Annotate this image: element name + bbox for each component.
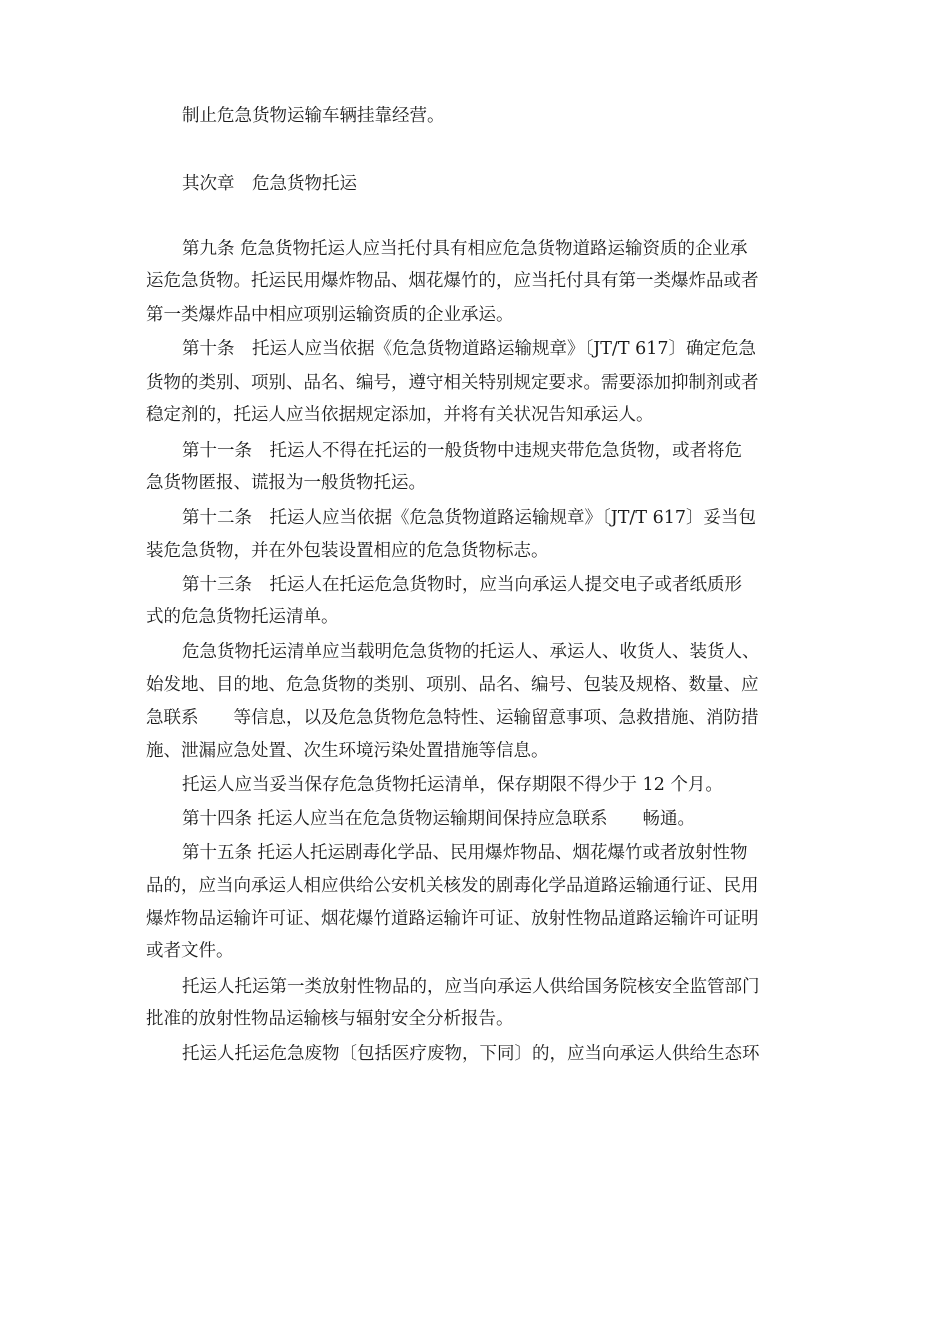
text-line: 货物的类别、项别、品名、编号，遵守相关特别规定要求。需要添加抑制剂或者 xyxy=(146,373,759,393)
text-line: 第十条 托运人应当依据《危急货物道路运输规章》〔JT/T 617〕确定危急 xyxy=(182,339,756,359)
text-line: 急联系 等信息，以及危急货物危急特性、运输留意事项、急救措施、消防措 xyxy=(146,708,759,728)
text-line: 第一类爆炸品中相应项别运输资质的企业承运。 xyxy=(146,305,514,325)
text-line: 急货物匿报、谎报为一般货物托运。 xyxy=(146,473,426,493)
text-line: 第十三条 托运人在托运危急货物时，应当向承运人提交电子或者纸质形 xyxy=(182,575,742,595)
text-line: 第十二条 托运人应当依据《危急货物道路运输规章》〔JT/T 617〕妥当包 xyxy=(182,508,756,528)
text-line: 第九条 危急货物托运人应当托付具有相应危急货物道路运输资质的企业承 xyxy=(182,239,748,259)
text-line: 爆炸物品运输许可证、烟花爆竹道路运输许可证、放射性物品道路运输许可证明 xyxy=(146,909,759,929)
text-line: 危急货物托运清单应当载明危急货物的托运人、承运人、收货人、装货人、 xyxy=(182,642,760,662)
text-line: 品的，应当向承运人相应供给公安机关核发的剧毒化学品道路运输通行证、民用 xyxy=(146,876,759,896)
text-line: 第十四条 托运人应当在危急货物运输期间保持应急联系 畅通。 xyxy=(182,809,696,829)
text-line: 批准的放射性物品运输核与辐射安全分析报告。 xyxy=(146,1009,514,1029)
text-line: 制止危急货物运输车辆挂靠经营。 xyxy=(182,106,445,126)
text-line: 托运人托运第一类放射性物品的，应当向承运人供给国务院核安全监管部门 xyxy=(182,977,760,997)
text-line: 第十一条 托运人不得在托运的一般货物中违规夹带危急货物，或者将危 xyxy=(182,441,742,461)
text-line: 施、泄漏应急处置、次生环境污染处置措施等信息。 xyxy=(146,741,549,761)
text-line: 式的危急货物托运清单。 xyxy=(146,607,339,627)
text-line: 装危急货物，并在外包装设置相应的危急货物标志。 xyxy=(146,541,549,561)
text-line: 或者文件。 xyxy=(146,941,234,961)
text-line: 托运人应当妥当保存危急货物托运清单，保存期限不得少于 12 个月。 xyxy=(182,775,723,795)
text-line: 稳定剂的，托运人应当依据规定添加，并将有关状况告知承运人。 xyxy=(146,405,654,425)
chapter-heading: 其次章 危急货物托运 xyxy=(182,174,357,194)
text-line: 运危急货物。托运民用爆炸物品、烟花爆竹的，应当托付具有第一类爆炸品或者 xyxy=(146,271,759,291)
text-line: 第十五条 托运人托运剧毒化学品、民用爆炸物品、烟花爆竹或者放射性物 xyxy=(182,843,748,863)
text-line: 托运人托运危急废物〔包括医疗废物，下同〕的，应当向承运人供给生态环 xyxy=(182,1044,760,1064)
text-line: 始发地、目的地、危急货物的类别、项别、品名、编号、包装及规格、数量、应 xyxy=(146,675,759,695)
